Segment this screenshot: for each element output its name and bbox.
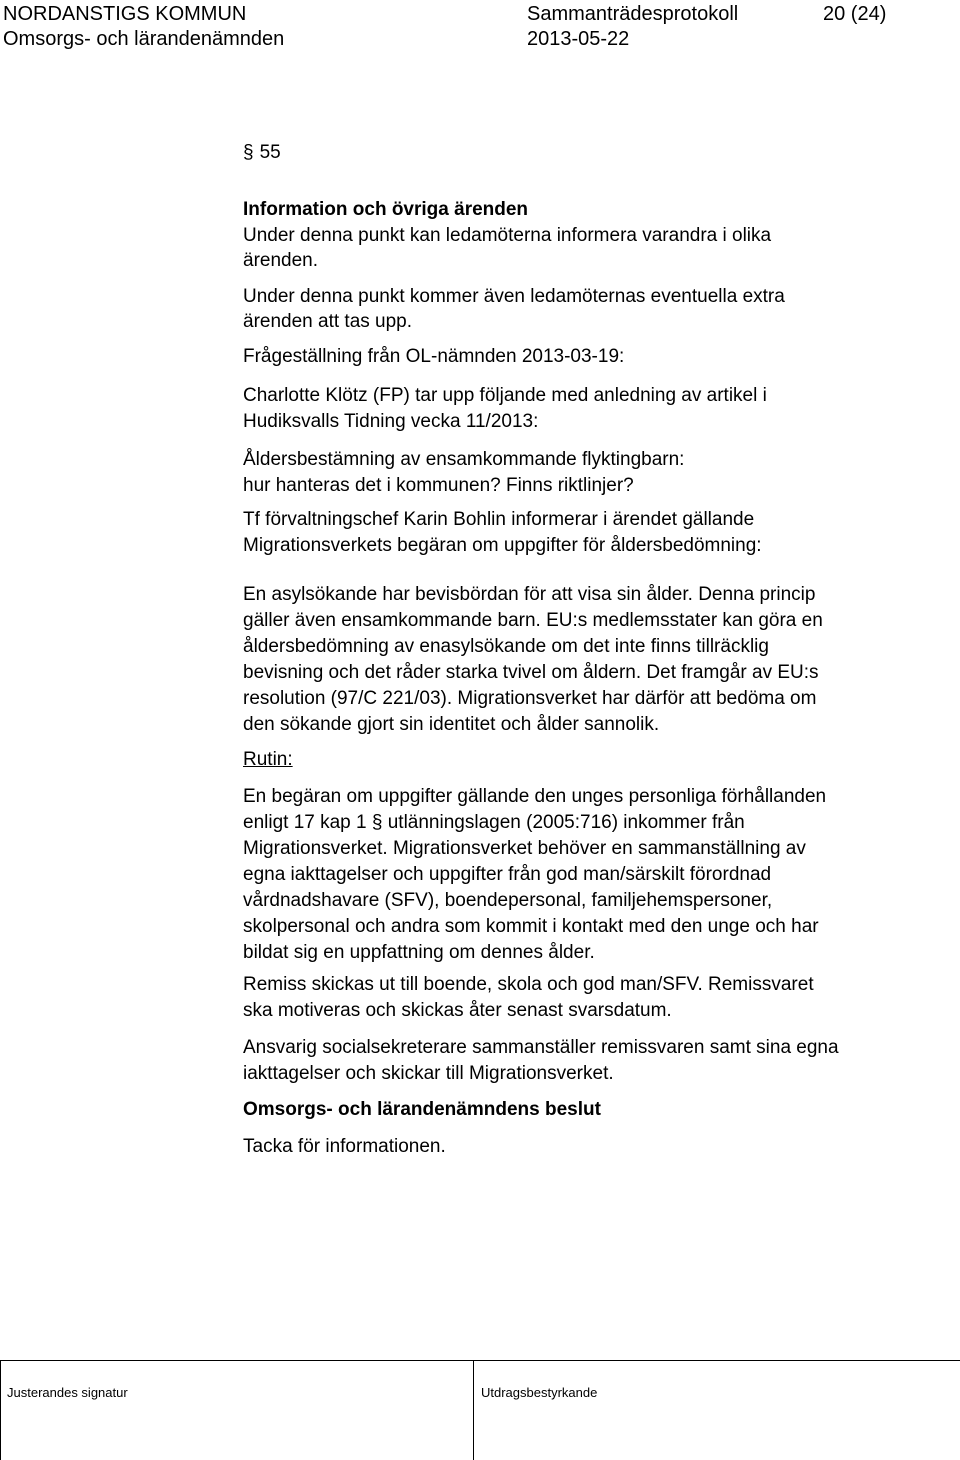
intro-line: ärenden att tas upp. (243, 311, 413, 332)
routine-line: egna iakttagelser och uppgifter från god man/särskilt förordnad (243, 864, 772, 885)
paragraph-number-value: 55 (259, 142, 281, 163)
committee-name: Omsorgs- och lärandenämnden (3, 28, 285, 50)
answer-body-line: bevisning och det råder starka tvivel om åldern. Det framgår av EU:s (243, 662, 819, 683)
signature-box (0, 1360, 474, 1460)
document-type: Sammanträdesprotokoll (527, 3, 739, 25)
intro-text (243, 223, 943, 273)
routine-line: En begäran om uppgifter gällande den unges personliga förhållanden (243, 786, 827, 807)
answer-intro (243, 507, 943, 559)
extract-label: Utdragsbestyrkande (481, 1385, 598, 1400)
decision-heading: Omsorgs- och lärandenämndens beslut (243, 1099, 601, 1120)
paragraph-icon: § (243, 142, 254, 163)
responsible-line: Ansvarig socialsekreterare sammanställer remissvaren samt sina egna (243, 1037, 839, 1058)
question-heading: Frågeställning från OL-nämnden 2013-03-19: (243, 346, 625, 367)
answer-body (243, 582, 943, 738)
answer-body-line: En asylsökande har bevisbördan för att visa sin ålder. Denna princip (243, 584, 816, 605)
responsible-line: iakttagelser och skickar till Migrationsverket. (243, 1063, 614, 1084)
question-line: Charlotte Klötz (FP) tar upp följande med anledning av artikel i (243, 385, 767, 406)
question-topic-line: hur hanteras det i kommunen? Finns riktlinjer? (243, 475, 634, 496)
page-footer (0, 1360, 960, 1459)
paragraph-number (243, 140, 281, 166)
answer-body-line: gäller även ensamkommande barn. EU:s medlemsstater kan göra en (243, 610, 823, 631)
answer-body-line: åldersbedömning av enasylsökande om det inte finns tillräcklig (243, 636, 769, 657)
routine-line (243, 812, 745, 833)
page-header (0, 0, 960, 52)
routine-line: skolpersonal och andra som kommit i kontakt med den unge och har (243, 916, 819, 937)
routine-line: Migrationsverket. Migrationsverket behöver en sammanställning av (243, 838, 806, 859)
question-text (243, 383, 943, 435)
meeting-date: 2013-05-22 (527, 28, 630, 50)
answer-line: Migrationsverkets begäran om uppgifter för åldersbedömning: (243, 535, 762, 556)
routine-line-part: utlänningslagen (2005:716) inkommer från (387, 812, 745, 833)
decision-text: Tacka för informationen. (243, 1136, 446, 1157)
organization-name: NORDANSTIGS KOMMUN (3, 3, 247, 25)
intro-line: Under denna punkt kommer även ledamöternas eventuella extra (243, 286, 785, 307)
responsible-text (243, 1035, 943, 1087)
paragraph-icon: § (371, 812, 383, 833)
routine-line-part: enligt 17 kap 1 (243, 812, 367, 833)
intro-line: Under denna punkt kan ledamöterna informera varandra i olika (243, 225, 772, 246)
question-topic (243, 447, 943, 499)
extract-box (473, 1360, 960, 1460)
remiss-text (243, 972, 943, 1024)
answer-line: Tf förvaltningschef Karin Bohlin informerar i ärendet gällande (243, 509, 755, 530)
page-number: 20 (24) (823, 3, 887, 25)
routine-line: vårdnadshavare (SFV), boendepersonal, familjehemspersoner, (243, 890, 773, 911)
remiss-line: ska motiveras och skickas åter senast svarsdatum. (243, 1000, 672, 1021)
routine-text (243, 784, 943, 966)
question-line: Hudiksvalls Tidning vecka 11/2013: (243, 411, 539, 432)
routine-line: bildat sig en uppfattning om dennes ålder. (243, 942, 595, 963)
answer-body-line: den sökande gjort sin identitet och ålder sannolik. (243, 714, 660, 735)
routine-label: Rutin: (243, 749, 293, 770)
question-topic-line: Åldersbestämning av ensamkommande flyktingbarn: (243, 449, 685, 470)
answer-body-line: resolution (97/C 221/03). Migrationsverket har därför att bedöma om (243, 688, 817, 709)
remiss-line: Remiss skickas ut till boende, skola och god man/SFV. Remissvaret (243, 974, 814, 995)
intro-line: ärenden. (243, 250, 319, 271)
signature-label: Justerandes signatur (7, 1385, 128, 1400)
section-title: Information och övriga ärenden (243, 199, 529, 220)
intro-extra-text (243, 284, 943, 334)
